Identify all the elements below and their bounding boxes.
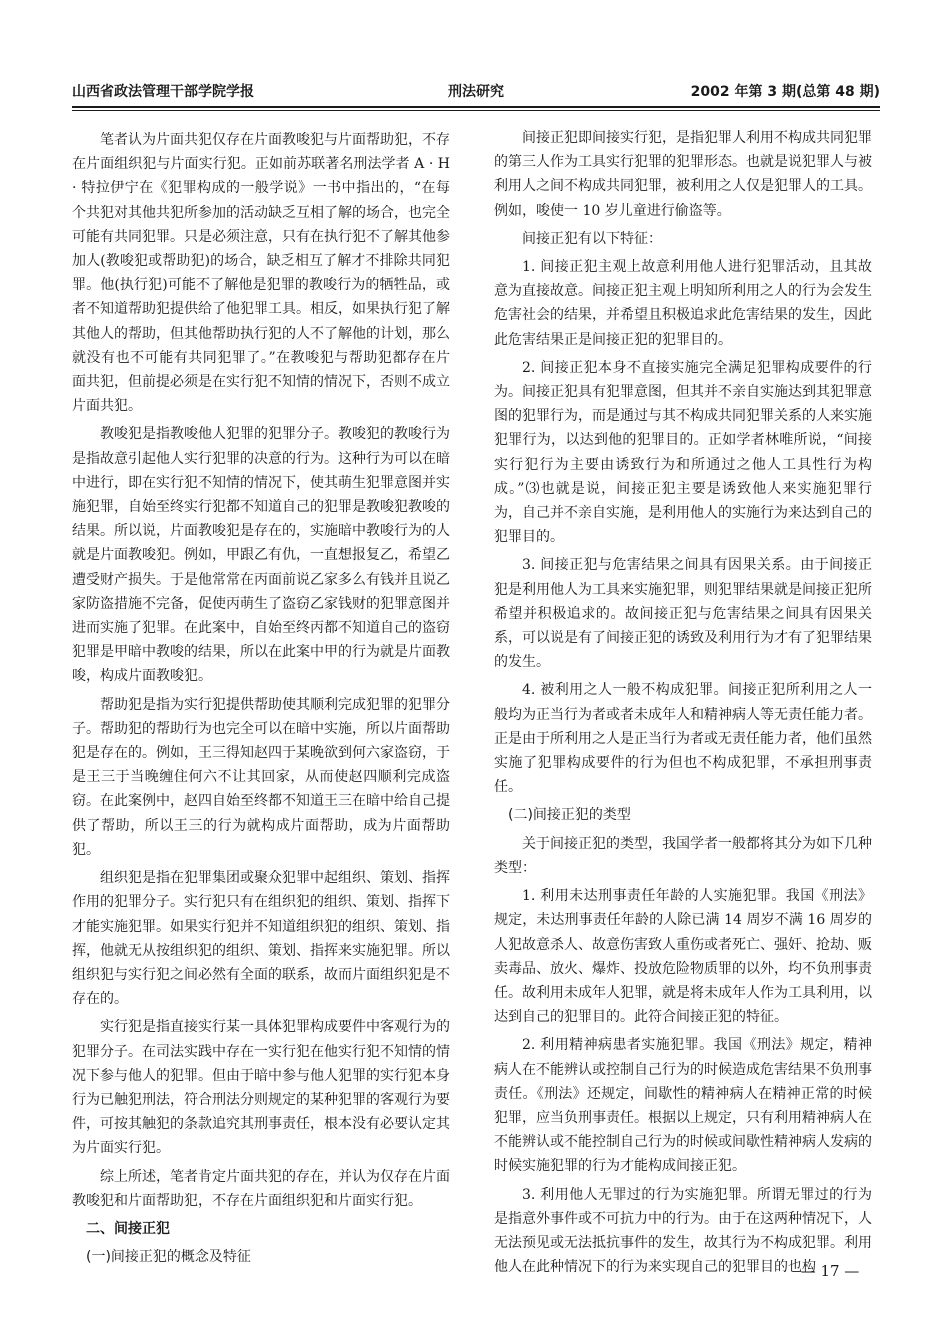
- paragraph: 间接正犯即间接实行犯，是指犯罪人利用不构成共同犯罪的第三人作为工具实行犯罪的犯罪形态。也就是说犯罪人与被利用人之间不构成共同犯罪，被利用之人仅是犯罪人的工具。例如，唆使一 10 岁儿童进行偷盗等。: [494, 130, 872, 219]
- left-column: [72, 128, 450, 1273]
- paragraph: 2. 间接正犯本身不直接实施完全满足犯罪构成要件的行为。间接正犯具有犯罪意图，但其并不亲自实施达到其犯罪意图的犯罪行为，而是通过与其不构成共同犯罪关系的人来实施犯罪行为，以达到他的犯罪目的。正如学者林唯所说，“间接实行犯行为主要由诱致行为和所通过之他人工具性行为构成。”⑶也就是说，间接正犯主要是诱致他人来实施犯罪行为，自己并不亲自实施，是利用他人的实施行为来达到自己的犯罪目的。: [494, 359, 872, 546]
- paragraph: 实行犯是指直接实行某一具体犯罪构成要件中客观行为的犯罪分子。在司法实践中存在一实行犯在他实行犯不知情的情况下参与他人的犯罪。但由于暗中参与他人犯罪的实行犯本身行为已触犯刑法，符合刑法分则规定的某种犯罪的客观行为要件，可按其触犯的条款追究其刑事责任，根本没有必要认定其为片面实行犯。: [72, 1019, 450, 1157]
- subsection-heading: (一)间接正犯的概念及特征: [86, 1249, 251, 1266]
- paragraph: 帮助犯是指为实行犯提供帮助使其顺利完成犯罪的犯罪分子。帮助犯的帮助行为也完全可以在暗中实施，所以片面帮助犯是存在的。例如，王三得知赵四于某晚欲到何六家盗窃，于是王三于当晚缠住何六不让其回家，从而使赵四顺利完成盗窃。在此案例中，赵四自始至终都不知道王三在暗中给自己提供了帮助，所以王三的行为就构成片面帮助，成为片面帮助犯。: [72, 696, 450, 858]
- running-header: [72, 82, 880, 102]
- paragraph: 综上所述，笔者肯定片面共犯的存在，并认为仅存在片面教唆犯和片面帮助犯，不存在片面组织犯和片面实行犯。: [72, 1168, 450, 1209]
- header-rule-thin: [72, 110, 880, 111]
- issue-info: 2002 年第 3 期(总第 48 期): [690, 84, 880, 100]
- paragraph: 4. 被利用之人一般不构成犯罪。间接正犯所利用之人一般均为正当行为者或者未成年人和精神病人等无责任能力者。正是由于所利用之人是正当行为者或无责任能力者，他们虽然实施了犯罪构成要件的行为但也不构成犯罪，不承担刑事责任。: [494, 682, 872, 796]
- paragraph: 2. 利用精神病患者实施犯罪。我国《刑法》规定，精神病人在不能辨认或控制自己行为的时候造成危害结果不负刑事责任。《刑法》还规定，间歇性的精神病人在精神正常的时候犯罪，应当负刑事责任。根据以上规定，只有利用精神病人在不能辨认或不能控制自己行为的时候或间歇性精神病人发病的时候实施犯罪的行为才能构成间接正犯。: [494, 1037, 872, 1175]
- paragraph: 1. 利用未达刑事责任年龄的人实施犯罪。我国《刑法》规定，未达刑事责任年龄的人除已满 14 周岁不满 16 周岁的人犯故意杀人、故意伤害致人重伤或者死亡、强奸、抢劫、贩卖毒品、放火、爆炸、投放危险物质罪的以外，均不负刑事责任。故利用未成年人犯罪，就是将未成年人作为工具利用，以达到自己的犯罪目的。此符合间接正犯的特征。: [494, 888, 872, 1026]
- paragraph: 3. 间接正犯与危害结果之间具有因果关系。由于间接正犯是利用他人为工具来实施犯罪，则犯罪结果就是间接正犯所希望并积极追求的。故间接正犯与危害结果之间具有因果关系，可以说是有了间接正犯的诱致及利用行为才有了犯罪结果的发生。: [494, 557, 872, 671]
- header-rule: [72, 106, 880, 108]
- paragraph: 组织犯是指在犯罪集团或聚众犯罪中起组织、策划、指挥作用的犯罪分子。实行犯只有在组织犯的组织、策划、指挥下才能实施犯罪。如果实行犯并不知道组织犯的组织、策划、指挥，他就无从按组织犯的组织、策划、指挥来实施犯罪。所以组织犯与实行犯之间必然有全面的联系，故而片面组织犯是不存在的。: [72, 870, 450, 1008]
- paragraph: 笔者认为片面共犯仅存在片面教唆犯与片面帮助犯，不存在片面组织犯与片面实行犯。正如前苏联著名刑法学者 A · H · 特拉伊宁在《犯罪构成的一般学说》一书中指出的，“在每个共犯对其他共犯所参加的活动缺乏互相了解的场合，也完全可能有共同犯罪。只是必须注意，只有在执行犯不了解其他参加人(教唆犯或帮助犯)的场合，缺乏相互了解才不排除共同犯罪。他(执行犯)可能不了解他是犯罪的教唆行为的牺牲品，或者不知道帮助犯提供给了他犯罪工具。相反，如果执行犯了解其他人的帮助，但其他帮助执行犯的人不了解他的计划，那么就没有也不可能有共同犯罪了。”在教唆犯与帮助犯都存在片面共犯，但前提必须是在实行犯不知情的情况下，否则不成立片面共犯。: [72, 132, 450, 415]
- paragraph: 3. 利用他人无罪过的行为实施犯罪。所谓无罪过的行为是指意外事件或不可抗力中的行为。由于在这两种情况下，人无法预见或无法抵抗事件的发生，故其行为不构成犯罪。利用他人在此种情况下的行为来实现自己的犯罪目的也构: [494, 1186, 872, 1276]
- paragraph: 间接正犯有以下特征：: [522, 230, 662, 247]
- section-heading: 二、间接正犯: [86, 1220, 170, 1237]
- subsection-heading: (二)间接正犯的类型: [508, 807, 631, 824]
- paragraph: 教唆犯是指教唆他人犯罪的犯罪分子。教唆犯的教唆行为是指故意引起他人实行犯罪的决意的行为。这种行为可以在暗中进行，即在实行犯不知情的情况下，使其萌生犯罪意图并实施犯罪，自始至终实行犯都不知道自己的犯罪是教唆犯教唆的结果。所以说，片面教唆犯是存在的，实施暗中教唆行为的人就是片面教唆犯。例如，甲跟乙有仇，一直想报复乙，希望乙遭受财产损失。于是他常常在丙面前说乙家多么有钱并且说乙家防盗措施不完备，促使丙萌生了盗窃乙家钱财的犯罪意图并进而实施了犯罪。在此案中，自始至终丙都不知道自己的盗窃犯罪是甲暗中教唆的结果，所以在此案中甲的行为就是片面教唆，构成片面教唆犯。: [72, 426, 450, 685]
- paragraph: 1. 间接正犯主观上故意利用他人进行犯罪活动，且其故意为直接故意。间接正犯主观上明知所利用之人的行为会发生危害社会的结果，并希望且积极追求此危害结果的发生，因此此危害结果正是间接正犯的犯罪目的。: [494, 259, 872, 348]
- section-title: 刑法研究: [448, 84, 504, 100]
- right-column: [494, 126, 872, 1283]
- paragraph: 关于间接正犯的类型，我国学者一般都将其分为如下几种类型：: [494, 835, 872, 876]
- page-number: — 17 —: [800, 1262, 860, 1280]
- journal-title: 山西省政法管理干部学院学报: [72, 84, 254, 100]
